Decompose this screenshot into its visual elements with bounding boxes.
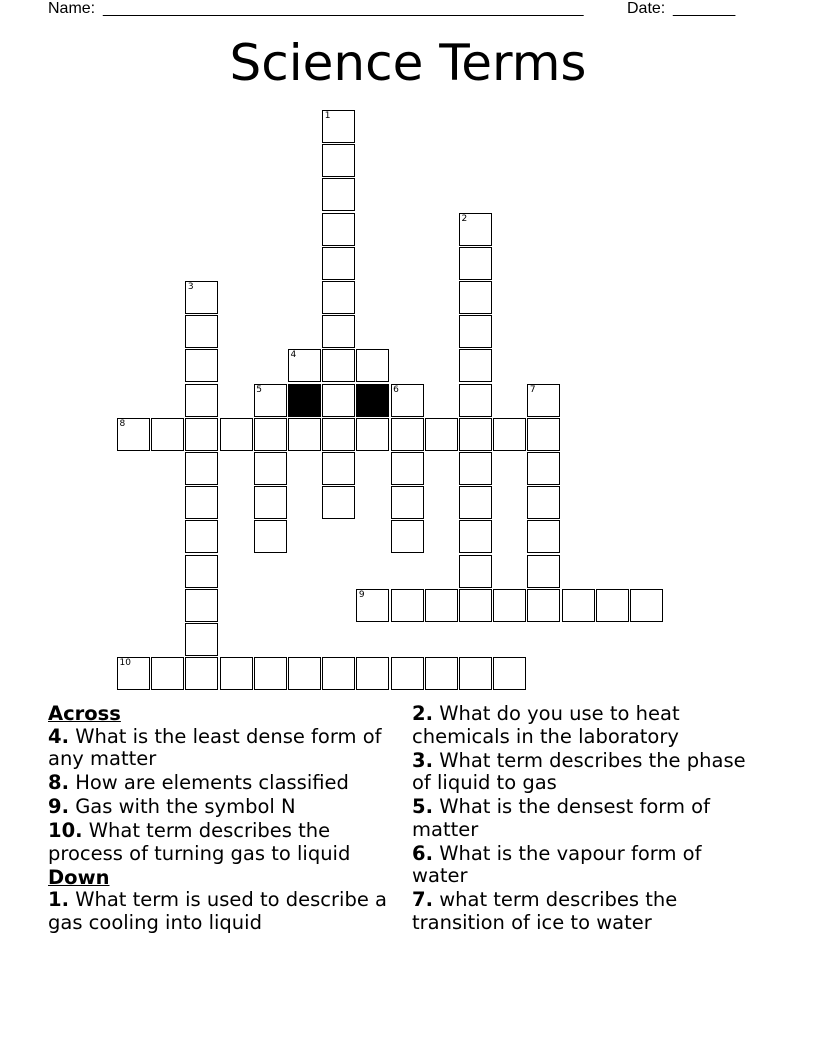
- clue-text: What is the densest form of matter: [412, 795, 710, 841]
- clue-number-label: 4: [290, 350, 297, 361]
- grid-cell[interactable]: [220, 657, 253, 690]
- grid-cell[interactable]: [322, 384, 355, 417]
- grid-cell[interactable]: [459, 589, 492, 622]
- clue-number: 8.: [48, 771, 69, 794]
- grid-cell[interactable]: [185, 520, 218, 553]
- clue-number: 5.: [412, 795, 433, 818]
- grid-cell[interactable]: [322, 452, 355, 485]
- clues-column-left: [48, 703, 398, 936]
- clue-item: [48, 796, 398, 819]
- grid-cell[interactable]: [254, 520, 287, 553]
- clue-number: 4.: [48, 724, 69, 748]
- grid-cell[interactable]: [356, 349, 389, 382]
- grid-cell[interactable]: [459, 315, 492, 348]
- grid-cell[interactable]: [459, 486, 492, 519]
- clue-item: [412, 750, 752, 795]
- clue-text: What term describes the process of turning gas to liquid: [48, 819, 351, 865]
- clue-text: How are elements classified: [75, 771, 349, 794]
- grid-cell[interactable]: [185, 349, 218, 382]
- grid-cell[interactable]: [459, 452, 492, 485]
- grid-cell[interactable]: [254, 657, 287, 690]
- grid-cell[interactable]: [391, 657, 424, 690]
- down-clue-list: [48, 889, 398, 934]
- grid-cell[interactable]: [459, 657, 492, 690]
- grid-cell[interactable]: [425, 589, 458, 622]
- grid-cell[interactable]: [527, 589, 560, 622]
- grid-cell[interactable]: [254, 418, 287, 451]
- clue-number-label: 8: [119, 418, 126, 429]
- grid-cell[interactable]: [185, 418, 218, 451]
- clue-number-label: 9: [358, 589, 365, 600]
- grid-cell[interactable]: [391, 520, 424, 553]
- date-line[interactable]: _______: [673, 0, 736, 17]
- across-heading: Across: [48, 702, 121, 725]
- grid-cell[interactable]: [630, 589, 663, 622]
- grid-cell[interactable]: [527, 452, 560, 485]
- name-label: Name:: [48, 0, 96, 17]
- grid-cell[interactable]: [220, 418, 253, 451]
- clue-number: 2.: [412, 702, 433, 725]
- grid-cell[interactable]: [459, 349, 492, 382]
- grid-cell[interactable]: [288, 418, 321, 451]
- down-heading: Down: [48, 865, 110, 889]
- grid-cell[interactable]: [527, 520, 560, 553]
- clue-number: 3.: [412, 748, 433, 772]
- clues-column-right: [412, 703, 752, 936]
- grid-cell[interactable]: [425, 418, 458, 451]
- grid-cell[interactable]: [493, 418, 526, 451]
- grid-cell[interactable]: [493, 657, 526, 690]
- clue-number: 1.: [48, 888, 69, 911]
- grid-cell[interactable]: [322, 349, 355, 382]
- grid-cell[interactable]: [254, 452, 287, 485]
- clue-text: What do you use to heat chemicals in the laboratory: [412, 702, 680, 748]
- clue-text: What term is used to describe a gas cooling into liquid: [48, 888, 387, 934]
- grid-cell[interactable]: [288, 657, 321, 690]
- grid-cell[interactable]: [459, 281, 492, 314]
- grid-cell[interactable]: [322, 418, 355, 451]
- date-label: Date:: [627, 0, 666, 17]
- clue-number-label: 6: [393, 384, 399, 395]
- grid-cell[interactable]: [459, 384, 492, 417]
- clue-number: 7.: [412, 888, 433, 911]
- clue-text: what term describes the transition of ice to water: [412, 888, 678, 934]
- grid-cell[interactable]: [322, 213, 355, 246]
- grid-cell[interactable]: [425, 657, 458, 690]
- grid-cell[interactable]: [185, 623, 218, 656]
- grid-cell[interactable]: [185, 486, 218, 519]
- page-title: Science Terms: [229, 34, 587, 92]
- clue-item: [48, 772, 398, 795]
- grid-cell[interactable]: [185, 384, 218, 417]
- grid-cell[interactable]: [322, 486, 355, 519]
- grid-cell[interactable]: [356, 418, 389, 451]
- grid-cell[interactable]: [185, 657, 218, 690]
- grid-cell[interactable]: [185, 452, 218, 485]
- clue-item: [48, 820, 398, 865]
- grid-cell-blocked: [288, 384, 321, 417]
- grid-cell[interactable]: [459, 418, 492, 451]
- grid-cell[interactable]: [151, 657, 184, 690]
- grid-cell[interactable]: [391, 589, 424, 622]
- grid-cell[interactable]: [185, 555, 218, 588]
- grid-cell[interactable]: [322, 281, 355, 314]
- clue-number-label: 2: [461, 213, 468, 224]
- grid-cell[interactable]: [254, 486, 287, 519]
- clue-text: Gas with the symbol N: [75, 795, 296, 818]
- clue-text: What term describes the phase of liquid to gas: [412, 748, 746, 794]
- clue-item: [412, 796, 752, 841]
- clue-item: [48, 889, 398, 934]
- clue-item: [412, 703, 752, 748]
- clue-number-label: 3: [187, 282, 194, 292]
- clue-item: [412, 843, 752, 888]
- grid-cell[interactable]: [527, 555, 560, 588]
- clue-number-label: 5: [256, 384, 263, 395]
- clue-number: 6.: [412, 841, 433, 865]
- clue-number-label: 7: [529, 384, 536, 395]
- clue-text: What is the least dense form of any matter: [48, 724, 382, 770]
- grid-cell[interactable]: [185, 589, 218, 622]
- grid-cell[interactable]: [185, 315, 218, 348]
- grid-cell[interactable]: [322, 315, 355, 348]
- grid-cell[interactable]: [527, 486, 560, 519]
- grid-cell[interactable]: [322, 657, 355, 690]
- clue-number: 9.: [48, 795, 69, 818]
- clue-number-label: 10: [119, 658, 131, 669]
- clue-number: 10.: [48, 819, 83, 842]
- grid-cell[interactable]: [322, 247, 355, 280]
- name-line[interactable]: ______________________________________________________: [103, 0, 584, 17]
- grid-cell[interactable]: [527, 418, 560, 451]
- clue-item: [48, 726, 398, 771]
- grid-cell[interactable]: [391, 418, 424, 451]
- grid-cell[interactable]: [391, 486, 424, 519]
- grid-cell[interactable]: [459, 520, 492, 553]
- grid-cell[interactable]: [322, 144, 355, 177]
- grid-cell[interactable]: [151, 418, 184, 451]
- grid-cell[interactable]: [596, 589, 629, 622]
- grid-cell[interactable]: [493, 589, 526, 622]
- grid-cell[interactable]: [459, 247, 492, 280]
- grid-cell[interactable]: [391, 452, 424, 485]
- across-clue-list: [48, 726, 398, 866]
- clue-number-label: 1: [324, 111, 331, 121]
- clue-text: What is the vapour form of water: [412, 841, 702, 887]
- clue-item: [412, 889, 752, 934]
- grid-cell[interactable]: [459, 555, 492, 588]
- grid-cell-blocked: [356, 384, 389, 417]
- grid-cell[interactable]: [322, 178, 355, 211]
- grid-cell[interactable]: [356, 657, 389, 690]
- grid-cell[interactable]: [562, 589, 595, 622]
